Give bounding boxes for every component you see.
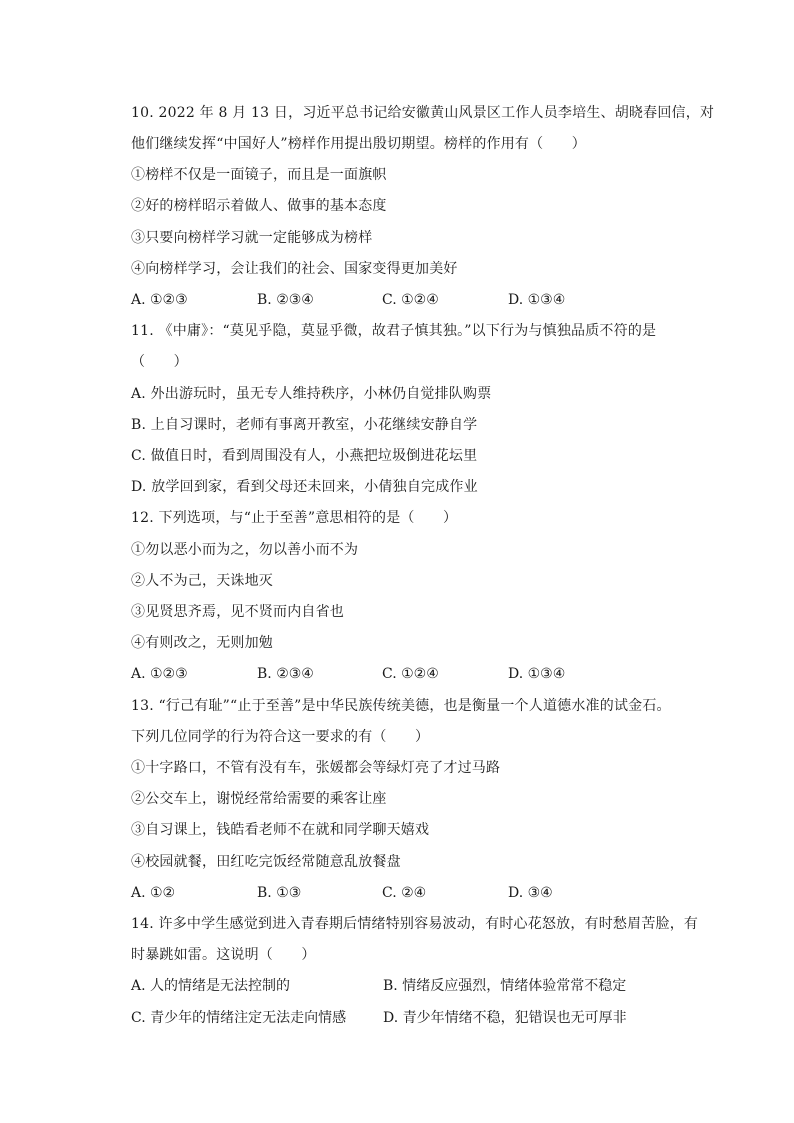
q10-item-2: ②好的榜样昭示着做人、做事的基本态度 xyxy=(131,198,387,214)
q11-option-d[interactable]: D. 放学回到家，看到父母还未回来，小倩独自完成作业 xyxy=(131,479,478,495)
q10-option-b[interactable]: B. ②③④ xyxy=(257,292,314,308)
q12-item-1: ①勿以恶小而为之，勿以善小而不为 xyxy=(131,542,359,558)
q12-option-d[interactable]: D. ①③④ xyxy=(508,666,566,682)
q13-item-2: ②公交车上，谢悦经常给需要的乘客让座 xyxy=(131,791,387,807)
q14-stem-line2: 时暴跳如雷。这说明（ ） xyxy=(131,947,316,963)
q10-option-d[interactable]: D. ①③④ xyxy=(508,292,566,308)
q11-stem-line2: （ ） xyxy=(131,354,188,370)
q14-option-d[interactable]: D. 青少年情绪不稳，犯错误也无可厚非 xyxy=(383,1010,627,1026)
q10-options xyxy=(131,290,651,310)
q13-option-c[interactable]: C. ②④ xyxy=(382,885,427,901)
q12-item-2: ②人不为己，天诛地灭 xyxy=(131,573,273,589)
q13-stem-line1: 13. “行己有耻”“止于至善”是中华民族传统美德，也是衡量一个人道德水准的试金石。 xyxy=(131,698,671,714)
q10-item-3: ③只要向榜样学习就一定能够成为榜样 xyxy=(131,230,373,246)
q14-options-row2 xyxy=(131,1008,691,1028)
q12-item-3: ③见贤思齐焉，见不贤而内自省也 xyxy=(131,604,344,620)
q11-stem-line1: 11. 《中庸》：“莫见乎隐，莫显乎微，故君子慎其独。”以下行为与慎独品质不符的是 xyxy=(131,323,657,339)
q14-stem-line1: 14. 许多中学生感觉到进入青春期后情绪特别容易波动，有时心花怒放，有时愁眉苦脸，有 xyxy=(131,916,699,932)
q10-stem-line1: 10. 2022 年 8 月 13 日，习近平总书记给安徽黄山风景区工作人员李培生、胡晓春回信，对 xyxy=(131,105,715,121)
q13-item-3: ③自习课上，钱皓看老师不在就和同学聊天嬉戏 xyxy=(131,822,430,838)
q13-item-4: ④校园就餐，田红吃完饭经常随意乱放餐盘 xyxy=(131,854,401,870)
q10-option-c[interactable]: C. ①②④ xyxy=(382,292,439,308)
q12-option-b[interactable]: B. ②③④ xyxy=(257,666,314,682)
q14-option-b[interactable]: B. 情绪反应强烈，情绪体验常常不稳定 xyxy=(383,978,627,994)
q12-item-4: ④有则改之，无则加勉 xyxy=(131,635,273,651)
q14-options-row1 xyxy=(131,976,691,996)
q14-option-c[interactable]: C. 青少年的情绪注定无法走向情感 xyxy=(131,1010,347,1026)
q14-option-a[interactable]: A. 人的情绪是无法控制的 xyxy=(131,978,291,994)
q10-item-1: ①榜样不仅是一面镜子，而且是一面旗帜 xyxy=(131,167,387,183)
q13-stem-line2: 下列几位同学的行为符合这一要求的有（ ） xyxy=(131,729,430,745)
q11-option-b[interactable]: B. 上自习课时，老师有事离开教室，小花继续安静自学 xyxy=(131,417,478,433)
q13-options xyxy=(131,883,651,903)
q13-option-d[interactable]: D. ③④ xyxy=(508,885,553,901)
q13-option-b[interactable]: B. ①③ xyxy=(257,885,302,901)
q12-stem-line1: 12. 下列选项，与“止于至善”意思相符的是（ ） xyxy=(131,510,458,526)
q12-option-c[interactable]: C. ①②④ xyxy=(382,666,439,682)
q11-option-a[interactable]: A. 外出游玩时，虽无专人维持秩序，小林仍自觉排队购票 xyxy=(131,386,492,402)
q13-option-a[interactable]: A. ①② xyxy=(131,885,176,901)
q10-stem-line2: 他们继续发挥“中国好人”榜样作用提出殷切期望。榜样的作用有（ ） xyxy=(131,136,586,152)
q12-option-a[interactable]: A. ①②③ xyxy=(131,666,188,682)
q11-option-c[interactable]: C. 做值日时，看到周围没有人，小燕把垃圾倒进花坛里 xyxy=(131,448,478,464)
q12-options xyxy=(131,664,651,684)
q10-item-4: ④向榜样学习，会让我们的社会、国家变得更加美好 xyxy=(131,261,458,277)
q13-item-1: ①十字路口，不管有没有车，张媛都会等绿灯亮了才过马路 xyxy=(131,760,501,776)
q10-option-a[interactable]: A. ①②③ xyxy=(131,292,188,308)
